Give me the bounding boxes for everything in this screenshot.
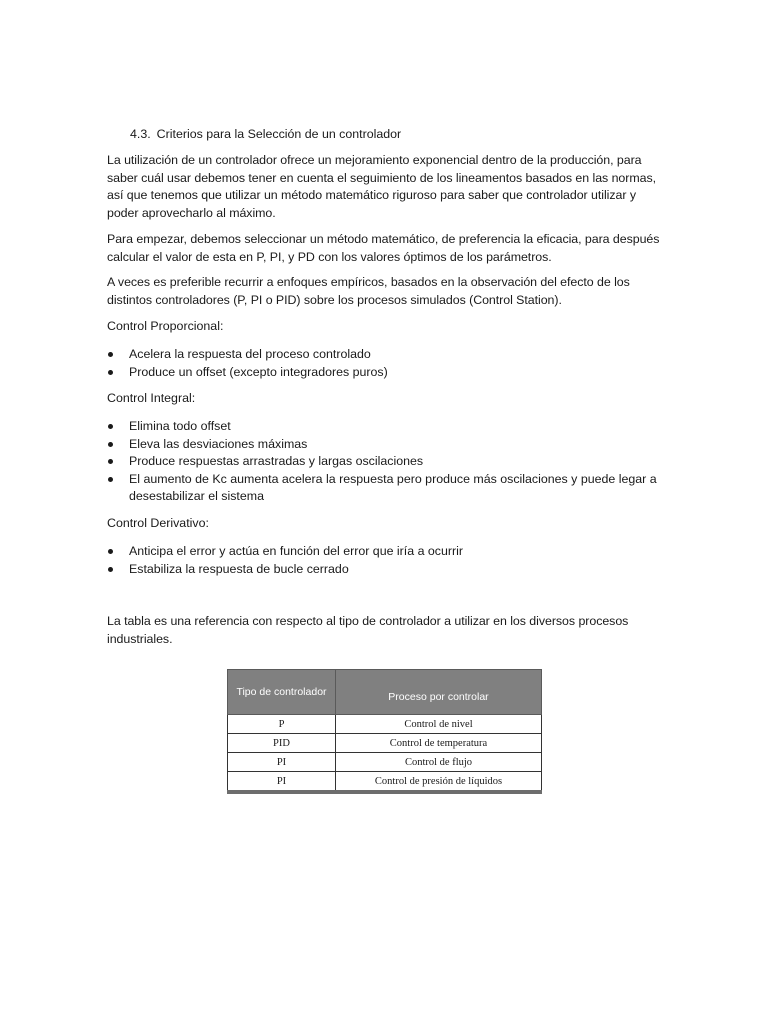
section-title	[130, 126, 401, 144]
proportional-list	[107, 346, 667, 381]
table-header-row	[228, 670, 542, 715]
list-item: Produce respuestas arrastradas y largas oscilaciones	[107, 453, 667, 471]
empirical-paragraph: A veces es preferible recurrir a enfoques empíricos, basados en la observación del efecto de los distintos controladores (P, PI o PID) sobre los procesos simulados (Control Station).	[107, 275, 630, 307]
process-cell: Control de nivel	[336, 715, 542, 734]
section-title-text: Criterios para la Selección de un controlador	[156, 127, 402, 141]
column-header-controller-type: Tipo de controlador	[228, 670, 336, 715]
table-row	[228, 715, 542, 734]
derivative-list	[107, 543, 667, 578]
process-cell: Control de flujo	[336, 753, 542, 772]
list-item: Anticipa el error y actúa en función del error que iría a ocurrir	[107, 543, 667, 561]
list-item: Produce un offset (excepto integradores puros)	[107, 364, 667, 382]
integral-heading: Control Integral:	[107, 391, 196, 405]
controller-reference-table	[227, 669, 542, 794]
controller-type-cell: PID	[228, 734, 336, 753]
list-item: El aumento de Kc aumenta acelera la respuesta pero produce más oscilaciones y puede legar a desestabilizar el sistema	[107, 471, 667, 506]
column-header-process: Proceso por controlar	[336, 670, 542, 715]
integral-list	[107, 418, 667, 506]
table-row	[228, 734, 542, 753]
list-item: Eleva las desviaciones máximas	[107, 436, 667, 454]
intro-paragraph: La utilización de un controlador ofrece un mejoramiento exponencial dentro de la producción, para saber cuál usar debemos tener en cuenta el seguimiento de los lineamentos basados en las normas, así que tenemos que utilizar un método matemático riguroso para saber que controlador utilizar y poder aprovecharlo al máximo.	[107, 153, 656, 220]
table-row	[228, 753, 542, 772]
process-cell: Control de temperatura	[336, 734, 542, 753]
process-cell: Control de presión de líquidos	[336, 772, 542, 793]
table-row	[228, 772, 542, 793]
list-item: Elimina todo offset	[107, 418, 667, 436]
list-item: Estabiliza la respuesta de bucle cerrado	[107, 561, 667, 579]
table-intro-paragraph: La tabla es una referencia con respecto al tipo de controlador a utilizar en los diversos procesos industriales.	[107, 614, 629, 646]
section-number: 4.3.	[130, 127, 151, 141]
controller-type-cell: P	[228, 715, 336, 734]
start-paragraph: Para empezar, debemos seleccionar un método matemático, de preferencia la eficacia, para después calcular el valor de esta en P, PI, y PD con los valores óptimos de los parámetros.	[107, 232, 660, 264]
derivative-heading: Control Derivativo:	[107, 516, 209, 530]
controller-type-cell: PI	[228, 772, 336, 793]
controller-type-cell: PI	[228, 753, 336, 772]
proportional-heading: Control Proporcional:	[107, 319, 224, 333]
list-item: Acelera la respuesta del proceso controlado	[107, 346, 667, 364]
